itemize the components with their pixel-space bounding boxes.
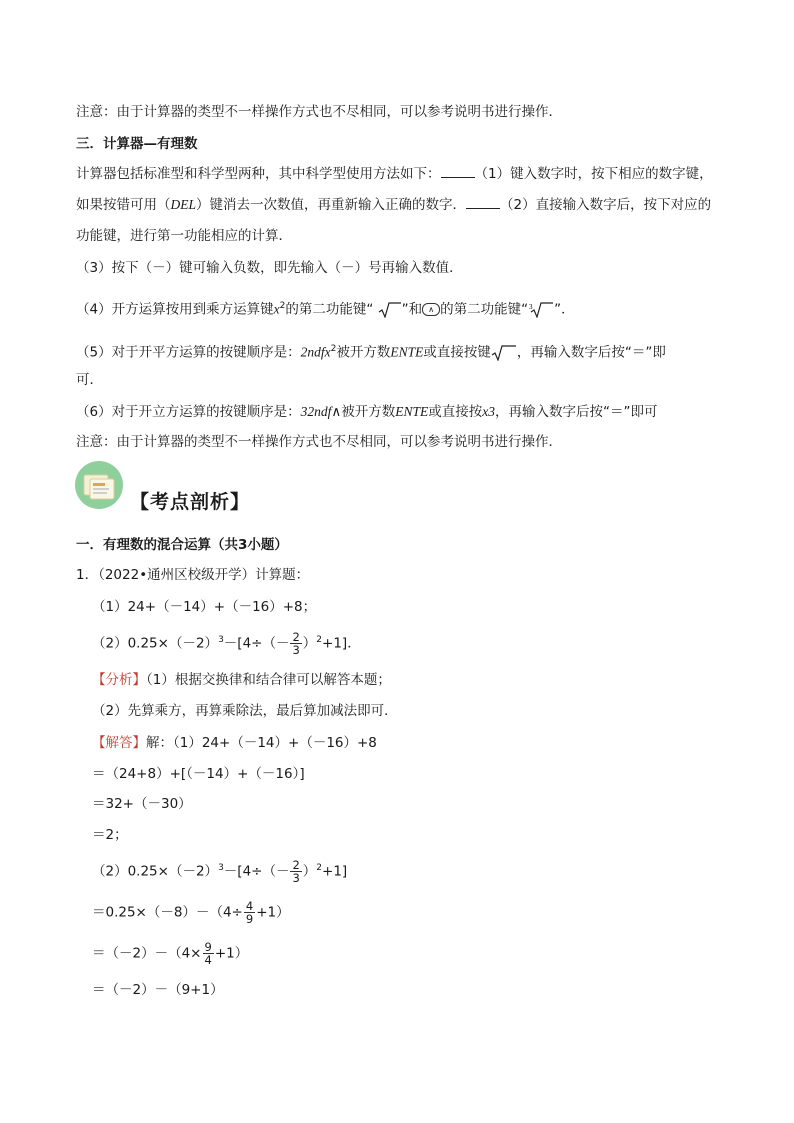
document-icon [75,461,123,509]
paragraph-line: 计算器包括标准型和科学型两种，其中科学型使用方法如下： （1）键入数字时，按下相应的数字键， [76,166,713,182]
square-root-icon [378,302,402,318]
solution-step: $(2)0.25\times(-2)^3-[4\div(-$ $\frac{2}{3}$ ）$^2$+1] [92,858,348,885]
analysis-tag: 【分析】 [92,672,146,688]
item-3: （3）按下（－）键可输入负数，即先输入（－）号再输入数值． [76,260,463,276]
item-4: （4）开方运算按用到乘方运算键$x^2$的第二功能键“ ”和 ∧ 的第二功能键“ 3 ”． [76,301,575,318]
solution-step: ＝32+（－30） [92,796,192,812]
fraction: $\frac{2}{3}$ [292,858,300,885]
analysis-line: 【分析】（1）根据交换律和结合律可以解答本题； [92,672,391,688]
paragraph-line: 功能键，进行第一功能相应的计算． [76,228,292,244]
heading-calculator: 三．计算器—有理数 [76,136,198,152]
solution-step: ＝2； [92,827,128,843]
item-5: （5）对于开平方运算的按键顺序是：2ndfx$^2$被开方数ENTE或直接按键 ，再输入数字后按“＝”即 [76,344,666,361]
question-1: （1）24+（－14）+（－16）+8； [92,599,317,615]
answer-tag: 【解答】 [92,735,146,751]
fraction: $\frac{4}{9}$ [245,899,254,926]
blank-line [441,165,475,178]
solution-step: ＝0.25×（－8）－（4÷ $\frac{4}{9}$ +1） [92,899,290,926]
svg-text:3: 3 [529,302,533,311]
solution-step: ＝（24+8）+[（－14）+（－16）] [92,766,305,782]
question-2: $(2)0.25\times(-2)^3-[4\div(-$ $\frac{2}{3}$ ）$^2$+1]． [92,630,361,657]
note-text: 注意：由于计算器的类型不一样操作方式也不尽相同，可以参考说明书进行操作． [76,104,562,120]
item-5-cont: 可． [76,372,103,388]
analysis-line: （2）先算乘方，再算乘除法，最后算加减法即可． [92,703,398,719]
cube-root-icon [528,302,554,318]
item-6: （6）对于开立方运算的按键顺序是：32ndf∧被开方数ENTE或直接按x3，再输入数字后按“＝”即可 [76,404,658,420]
square-root-icon [491,345,517,361]
solution-step: ＝（－2）－（4× $\frac{9}{4}$ +1） [92,940,249,967]
problem-label: 1．（2022•通州区校级开学）计算题： [76,567,310,583]
solution-step: ＝（－2）－（9+1） [92,982,224,998]
fraction: $\frac{9}{4}$ [204,940,212,967]
fraction: $\frac{2}{3}$ [292,630,300,657]
section-icon [75,461,123,509]
section-heading: 一．有理数的混合运算（共3小题） [76,537,288,553]
section-title: 【考点剖析】 [130,491,251,513]
paragraph-line: 如果按错可用（DEL）键消去一次数值，再重新输入正确的数字． （2）直接输入数字后，按下对应的 [76,197,712,213]
note-text: 注意：由于计算器的类型不一样操作方式也不尽相同，可以参考说明书进行操作． [76,434,562,450]
caret-key-icon: ∧ [422,303,440,316]
answer-line: 【解答】解：（1）24+（－14）+（－16）+8 [92,735,377,751]
blank-line [466,196,500,209]
